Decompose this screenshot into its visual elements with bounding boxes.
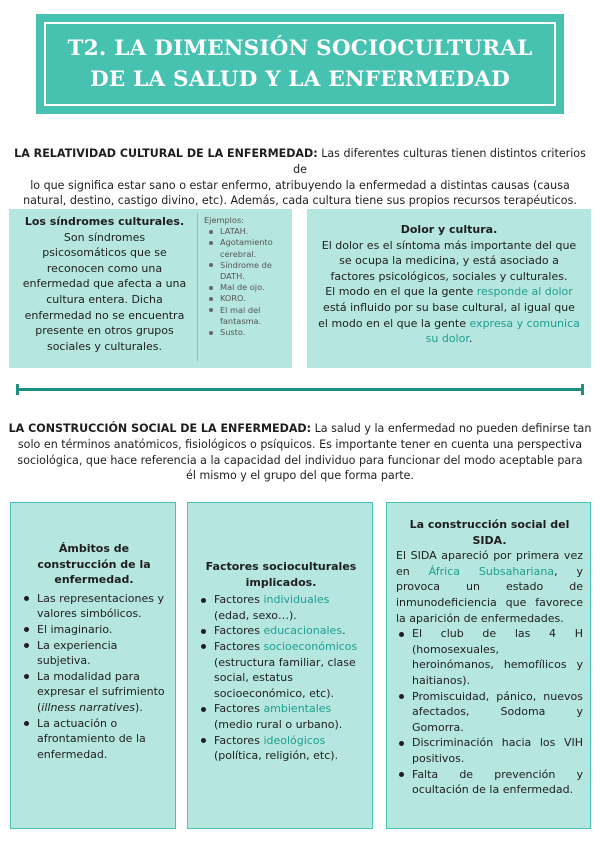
ambitos-item: La experiencia subjetiva.: [21, 638, 167, 669]
example-item: [204, 282, 290, 293]
ambitos-item: El imaginario.: [21, 622, 167, 638]
ambitos-title-line: enfermedad.: [54, 573, 134, 587]
sida-title: [396, 517, 583, 548]
sida-keyword: África Subsahariana: [428, 564, 555, 578]
page-title-line-2: DE LA SALUD Y LA ENFERMEDAD: [89, 67, 511, 92]
dolor-keyword: expresa y comunica: [469, 316, 580, 330]
factores-item: [198, 623, 364, 639]
title-banner: [36, 14, 564, 114]
factores-item: [198, 733, 364, 764]
sida-item: Promiscuidad, pánico, nuevos afectados, Sodoma y Gomorra.: [396, 689, 583, 736]
construccion-text-1: La salud y la enfermedad no pueden definirse tan: [314, 422, 592, 435]
sindromes-line: sociales y culturales.: [46, 339, 163, 353]
factores-title-line: Factores socioculturales: [205, 560, 357, 573]
factores-keyword: ambientales: [263, 702, 332, 716]
ambitos-title: [21, 541, 167, 588]
dolor-line: [311, 284, 587, 300]
sida-text-span: El SIDA apareció por primera vez en: [396, 549, 583, 578]
sindromes-line: enfermedad no se encuentra: [24, 308, 185, 322]
factores-prefix: Factores: [214, 593, 264, 607]
sida-text-span: , y provoca un estado de inmunodeficiencia que favorece la aparición de enfermedades.: [396, 564, 583, 625]
sida-item: Discriminación hacia los VIH positivos.: [396, 735, 583, 766]
dolor-line: [311, 316, 587, 332]
dolor-text: [311, 222, 587, 347]
factores-rest: (edad, sexo…).: [214, 608, 297, 622]
construccion-paragraph: [8, 421, 592, 484]
sindromes-line: psicosomáticos que se: [42, 246, 167, 260]
ambitos-item-text: La modalidad para expresar el sufrimiento (: [37, 669, 165, 714]
examples-separator: [197, 213, 198, 361]
sida-text: [396, 517, 583, 798]
dolor-title: Dolor y cultura.: [400, 223, 498, 236]
construccion-line-1: [8, 421, 592, 437]
dolor-line: El dolor es el síntoma más importante del que: [321, 238, 577, 252]
factores-rest: .: [342, 624, 346, 638]
sindromes-line: Son síndromes: [63, 230, 146, 244]
dolor-line: se ocupa la medicina, y está asociado a: [339, 254, 559, 268]
dolor-keyword: responde al dolor: [476, 285, 573, 299]
example-item: [204, 237, 290, 259]
factores-title: [198, 559, 364, 590]
factores-item: [198, 701, 364, 732]
sindromes-line: enfermedad que afecta a una: [22, 277, 187, 291]
dolor-line: factores psicológicos, sociales y culturales.: [330, 269, 568, 283]
dolor-text-span: El modo en el que la gente: [325, 285, 477, 299]
intro-line-1: [8, 146, 592, 178]
sindromes-line: cultura entera. Dicha: [46, 292, 163, 306]
example-item: [204, 293, 290, 304]
construccion-line-2: solo en términos anatómicos, fisiológicos o psíquicos. Es importante tener en cuenta una perspectiva: [17, 437, 583, 451]
construccion-heading: LA CONSTRUCCIÓN SOCIAL DE LA ENFERMEDAD:: [8, 422, 312, 435]
dolor-box: [307, 209, 591, 368]
ambitos-title-line: construcción de la: [37, 557, 151, 571]
examples-list: [204, 215, 290, 338]
example-text: Mal de ojo.: [220, 282, 265, 293]
example-text: DATH.: [220, 271, 245, 282]
example-text: Susto.: [220, 327, 246, 338]
intro-line-2: lo que significa estar sano o estar enfermo, atribuyendo la enfermedad a distintas causas (causa: [30, 178, 570, 192]
sida-list: [396, 626, 583, 798]
factores-prefix: Factores: [214, 702, 264, 716]
factores-item: [198, 592, 364, 623]
dolor-text-span: el modo en el que la gente: [318, 316, 470, 330]
example-text: fantasma.: [220, 315, 262, 326]
sindromes-line: presente en otros grupos: [35, 324, 174, 338]
ambitos-item-end: ).: [135, 700, 143, 714]
examples-items: [204, 226, 290, 338]
example-text: Síndrome de: [220, 259, 272, 270]
sindromes-line: reconocen como una: [46, 261, 163, 275]
intro-line-3: natural, destino, castigo divino, etc). Además, cada cultura tiene sus propios recursos terapéuticos.: [23, 194, 577, 208]
ambitos-text: [21, 541, 167, 762]
example-item: [204, 260, 290, 282]
factores-keyword: educacionales: [263, 624, 343, 638]
ambitos-item-italic: illness narratives: [41, 700, 136, 714]
example-text: KORO.: [220, 293, 246, 304]
sida-box: [386, 502, 591, 829]
example-item: [204, 327, 290, 338]
dolor-line: [311, 331, 587, 347]
sida-paragraph: [396, 548, 583, 626]
ambitos-title-line: Ámbitos de: [58, 542, 130, 555]
intro-heading: LA RELATIVIDAD CULTURAL DE LA ENFERMEDAD:: [14, 147, 318, 160]
factores-keyword: individuales: [263, 593, 330, 607]
intro-text-1: Las diferentes culturas tienen distintos criterios de: [293, 147, 586, 176]
sida-item: Falta de prevención y ocultación de la enfermedad.: [396, 767, 583, 798]
example-item: [204, 305, 290, 327]
factores-list: [198, 592, 364, 764]
example-text: cerebral.: [220, 248, 257, 259]
example-item: [204, 226, 290, 237]
ambitos-item: Las representaciones y valores simbólicos.: [21, 591, 167, 622]
construccion-line-4: él mismo y el grupo del que forma parte.: [186, 469, 414, 483]
factores-rest: (política, religión, etc).: [214, 749, 339, 763]
dolor-text-span: .: [468, 332, 473, 346]
dolor-keyword: su dolor: [425, 332, 469, 346]
examples-label: Ejemplos:: [204, 215, 244, 225]
factores-box: [187, 502, 373, 829]
title-frame: [44, 22, 556, 106]
factores-prefix: Factores: [214, 624, 264, 638]
sida-title-line: SIDA.: [472, 533, 507, 547]
factores-title-line: implicados.: [245, 575, 317, 589]
factores-rest: (medio rural o urbano).: [214, 717, 343, 731]
ambitos-item: [21, 669, 167, 716]
example-text: El mal del: [220, 304, 261, 315]
construccion-line-3: sociológica, que hace referencia a la capacidad del individuo para funcionar del modo aceptable para: [17, 453, 583, 467]
sindromes-box: [9, 209, 292, 368]
ambitos-item: La actuación o afrontamiento de la enfermedad.: [21, 716, 167, 763]
factores-prefix: Factores: [214, 639, 264, 653]
sindromes-title: Los síndromes culturales.: [24, 215, 185, 228]
example-text: LATAH.: [220, 226, 249, 237]
example-text: Agotamiento: [220, 237, 273, 248]
sindromes-text: [13, 214, 196, 354]
section-divider: [16, 388, 584, 391]
ambitos-list: [21, 591, 167, 763]
sida-title-line: La construcción social del: [409, 518, 570, 531]
factores-prefix: Factores: [214, 733, 264, 747]
factores-item: [198, 639, 364, 701]
dolor-line: está influido por su base cultural, al igual que: [323, 300, 575, 314]
intro-paragraph: [8, 146, 592, 209]
factores-rest: (estructura familiar, clase social, estatus socioeconómico, etc).: [214, 655, 356, 700]
ambitos-box: [10, 502, 176, 829]
factores-keyword: ideológicos: [263, 733, 326, 747]
factores-text: [198, 559, 364, 764]
sida-item: El club de las 4 H (homosexuales, heroinómanos, hemofílicos y haitianos).: [396, 626, 583, 688]
page-title-line-1: T2. LA DIMENSIÓN SOCIOCULTURAL: [67, 36, 533, 61]
factores-keyword: socioeconómicos: [263, 639, 358, 653]
